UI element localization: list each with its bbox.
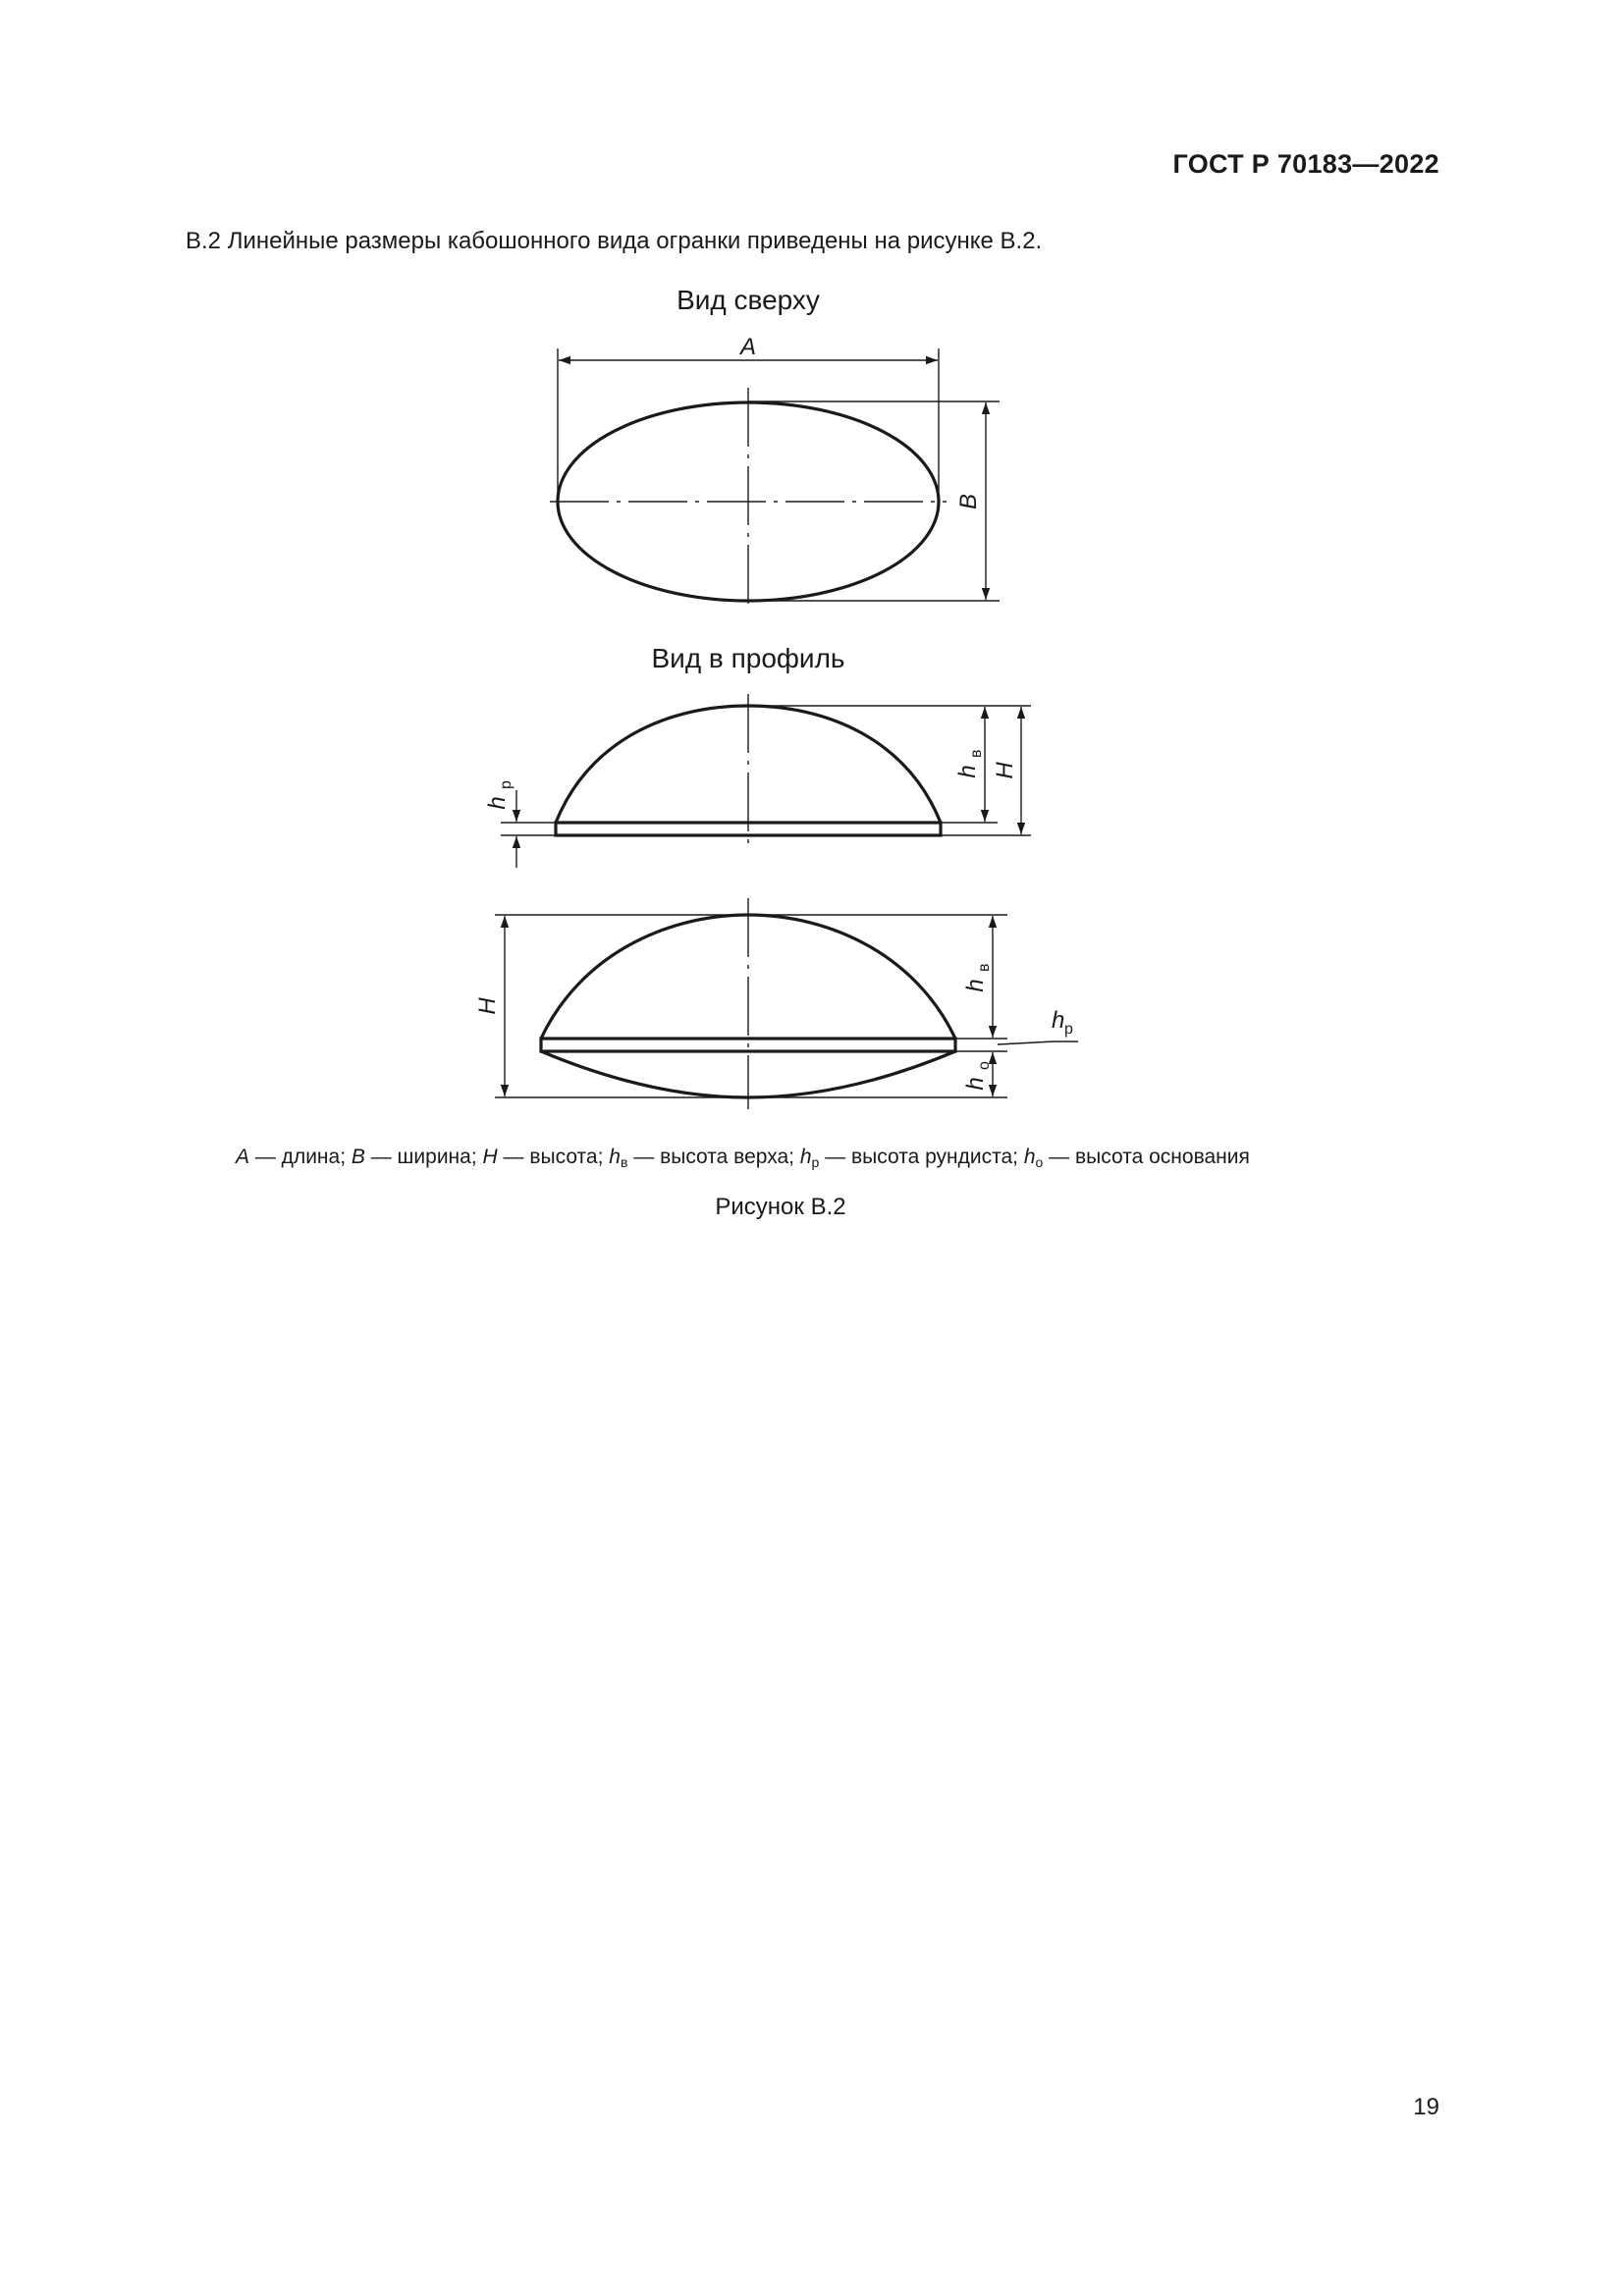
svg-text:о: о	[976, 1061, 993, 1070]
figure-caption: Рисунок В.2	[715, 1194, 846, 1220]
top-view-title: Вид сверху	[677, 285, 820, 315]
svg-text:h: h	[962, 1077, 989, 1091]
intro-paragraph: В.2 Линейные размеры кабошонного вида огранки приведены на рисунке В.2.	[186, 228, 1043, 254]
label-hv-profile-1	[954, 750, 985, 778]
svg-text:h: h	[962, 979, 989, 992]
label-hp-profile-1	[484, 780, 514, 810]
svg-text:h: h	[1052, 1007, 1065, 1034]
document-standard-number: ГОСТ Р 70183—2022	[1172, 149, 1439, 179]
label-ho-profile-2	[962, 1061, 993, 1091]
svg-text:h: h	[484, 796, 511, 810]
figure-legend: A — длина; B — ширина; H — высота; $h_в$ — высота верха; $h_р$ — высота рундиста; $h_о$ — высота основания	[236, 1146, 1250, 1170]
svg-text:р: р	[1064, 1021, 1073, 1038]
label-hp-profile-2	[1052, 1007, 1073, 1038]
page-number: 19	[1413, 2094, 1439, 2120]
svg-text:h: h	[954, 765, 981, 778]
label-h-profile-1: H	[992, 762, 1018, 779]
label-a: A	[739, 334, 757, 360]
top-view-center-lines	[550, 388, 947, 607]
svg-text:в: в	[976, 963, 993, 972]
label-hv-profile-2	[962, 964, 993, 992]
label-h-profile-2: H	[474, 997, 501, 1015]
profile-view-title: Вид в профиль	[651, 643, 845, 673]
label-b: B	[955, 493, 982, 510]
profile-1-dimension-lines	[501, 706, 1031, 868]
svg-text:р: р	[498, 780, 514, 789]
svg-text:в: в	[968, 749, 985, 758]
